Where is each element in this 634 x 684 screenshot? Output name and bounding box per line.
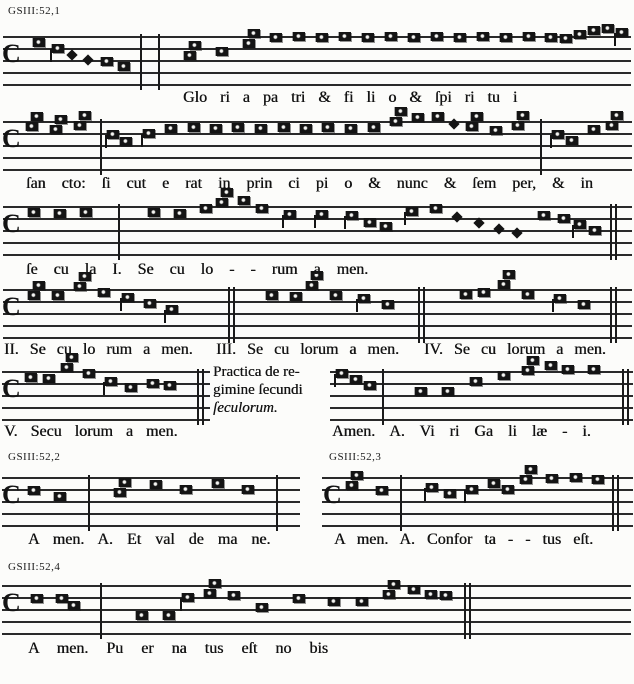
note-square (478, 288, 490, 297)
double-barline (617, 475, 619, 531)
note-square (498, 371, 510, 380)
note-square (498, 280, 510, 289)
note-square (471, 112, 483, 121)
note-square (488, 479, 500, 488)
staff-line (322, 525, 633, 527)
note-stem (344, 216, 346, 229)
note-square (150, 480, 162, 489)
note-square (256, 603, 268, 612)
note-stem (120, 298, 122, 311)
note-square (50, 125, 62, 134)
note-square (554, 294, 566, 303)
note-square (182, 593, 194, 602)
note-square (136, 611, 148, 620)
note-square (502, 485, 514, 494)
barline (276, 475, 278, 531)
note-square (566, 136, 578, 145)
double-barline (202, 369, 204, 425)
staff-line (2, 585, 631, 587)
note-square (120, 137, 132, 146)
note-square (408, 33, 420, 42)
note-square (395, 107, 407, 116)
note-stem (141, 134, 143, 147)
note-square (356, 597, 368, 606)
staff-line (3, 169, 632, 171)
staff-line (3, 254, 632, 256)
note-square (383, 590, 395, 599)
double-barline (197, 369, 199, 425)
double-barline (612, 475, 614, 531)
note-square (558, 214, 570, 223)
barline (118, 204, 120, 260)
lyric-line: III. Se cu lorum a men. (216, 341, 399, 358)
staff-line (3, 72, 631, 74)
note-square (54, 492, 66, 501)
note-diamond (451, 211, 462, 222)
note-stem (314, 215, 316, 228)
note-square (574, 220, 586, 229)
note-square (444, 489, 456, 498)
note-square (122, 293, 134, 302)
note-square (477, 32, 489, 41)
staff-line (330, 419, 633, 421)
note-square (538, 211, 550, 220)
note-square (33, 38, 45, 47)
lyric-line: A men. A. Et val de ma ne. (28, 531, 271, 548)
note-square (105, 377, 117, 386)
note-square (611, 111, 623, 120)
note-square (125, 383, 137, 392)
barline (88, 475, 90, 531)
note-square (432, 112, 444, 121)
note-stem (614, 33, 616, 46)
note-square (520, 475, 532, 484)
note-square (339, 32, 351, 41)
double-barline (233, 287, 235, 343)
rubric-text (213, 363, 303, 417)
note-square (425, 590, 437, 599)
note-square (362, 33, 374, 42)
note-square (200, 204, 212, 213)
note-stem (356, 299, 358, 312)
note-square (346, 211, 358, 220)
double-barline (610, 287, 612, 343)
note-square (368, 123, 380, 132)
lyric-line: V. Secu lorum a men. (4, 423, 178, 440)
note-square (545, 361, 557, 370)
staff-line (3, 48, 631, 50)
note-square (522, 290, 534, 299)
note-square (28, 208, 40, 217)
note-square (248, 29, 260, 38)
staff-line (3, 301, 632, 303)
staff-line (3, 60, 631, 62)
lyric-line: ſe cu la I. Se cu lo - - rum a men. (26, 261, 369, 278)
c-clef: C (2, 209, 21, 238)
note-square (74, 121, 86, 130)
note-square (592, 475, 604, 484)
siglum-label-2: GSIII:52,2 (8, 451, 61, 463)
note-square (119, 478, 131, 487)
note-square (412, 113, 424, 122)
note-square (114, 488, 126, 497)
double-barline (418, 287, 420, 343)
note-square (364, 381, 376, 390)
note-square (525, 465, 537, 474)
note-stem (334, 374, 336, 387)
note-stem (572, 225, 574, 238)
note-square (328, 597, 340, 606)
staff-line (2, 477, 300, 479)
note-square (322, 123, 334, 132)
note-square (336, 369, 348, 378)
note-square (574, 30, 586, 39)
note-square (616, 28, 628, 37)
staff-line (3, 230, 632, 232)
note-diamond (493, 223, 504, 234)
note-square (209, 579, 221, 588)
note-square (210, 124, 222, 133)
note-stem (180, 598, 182, 611)
note-square (188, 123, 200, 132)
staff-line (2, 395, 210, 397)
note-square (588, 26, 600, 35)
note-square (180, 485, 192, 494)
note-square (293, 594, 305, 603)
lyric-line: IV. Se cu lorum a men. (424, 341, 606, 358)
double-barline (615, 287, 617, 343)
staff-line (3, 84, 631, 86)
note-square (74, 282, 86, 291)
note-stem (404, 212, 406, 225)
note-square (148, 208, 160, 217)
note-square (316, 33, 328, 42)
note-square (466, 122, 478, 131)
note-square (163, 611, 175, 620)
note-square (242, 485, 254, 494)
lyric-line: Glo ri a pa tri & fi li o & ſpi ri tu i (183, 89, 518, 106)
note-square (278, 123, 290, 132)
note-stem (550, 135, 552, 148)
staff-line (322, 513, 633, 515)
note-square (330, 291, 342, 300)
staff-line (3, 206, 632, 208)
note-square (255, 124, 267, 133)
note-square (284, 210, 296, 219)
double-barline (228, 287, 230, 343)
note-square (388, 580, 400, 589)
c-clef: C (2, 588, 21, 617)
c-clef: C (2, 124, 21, 153)
note-square (470, 377, 482, 386)
note-stem (464, 490, 466, 503)
note-square (256, 204, 268, 213)
note-square (28, 291, 40, 300)
staff-line (2, 407, 210, 409)
note-stem (103, 382, 105, 395)
rubric-line: ſeculorum. (213, 400, 278, 416)
double-barline (615, 204, 617, 260)
note-square (517, 111, 529, 120)
note-square (380, 222, 392, 231)
staff-line (3, 121, 632, 123)
note-square (364, 218, 376, 227)
staff-line (2, 621, 631, 623)
note-square (466, 485, 478, 494)
note-square (216, 198, 228, 207)
note-square (562, 365, 574, 374)
note-square (228, 591, 240, 600)
note-square (415, 387, 427, 396)
barline (100, 583, 102, 639)
note-square (460, 290, 472, 299)
note-diamond (66, 49, 77, 60)
note-square (28, 486, 40, 495)
note-square (358, 294, 370, 303)
note-square (390, 117, 402, 126)
note-square (552, 130, 564, 139)
lyric-line: ſan cto: ſi cut e rat in prin ci pi o & nunc & ſem per, & in (26, 175, 593, 192)
staff-line (322, 477, 633, 479)
note-square (43, 374, 55, 383)
note-square (101, 57, 113, 66)
siglum-label-4: GSIII:52,4 (8, 561, 61, 573)
siglum-label-3: GSIII:52,3 (329, 451, 382, 463)
note-square (31, 112, 43, 121)
c-clef: C (2, 480, 21, 509)
note-square (31, 594, 43, 603)
staff-line (2, 633, 631, 635)
note-square (80, 208, 92, 217)
note-square (426, 483, 438, 492)
double-barline (423, 287, 425, 343)
staff-line (2, 419, 210, 421)
note-square (442, 387, 454, 396)
note-stem (282, 215, 284, 228)
staff-line (3, 157, 632, 159)
note-square (165, 124, 177, 133)
note-square (164, 381, 176, 390)
note-square (25, 373, 37, 382)
note-square (166, 305, 178, 314)
note-stem (50, 49, 52, 62)
note-square (490, 126, 502, 135)
staff-line (3, 242, 632, 244)
note-square (290, 292, 302, 301)
note-square (118, 62, 130, 71)
siglum-label-1: GSIII:52,1 (8, 5, 61, 17)
note-square (61, 363, 73, 372)
note-square (522, 366, 534, 375)
note-square (408, 585, 420, 594)
barline (540, 119, 542, 175)
barline (140, 34, 142, 90)
note-square (238, 196, 250, 205)
staff-line (3, 337, 632, 339)
note-square (578, 300, 590, 309)
barline (100, 119, 102, 175)
note-square (293, 32, 305, 41)
barline (400, 475, 402, 531)
note-square (546, 474, 558, 483)
note-square (212, 479, 224, 488)
note-square (431, 32, 443, 41)
lyric-line: A men. Pu er na tus eſt no bis (28, 640, 328, 657)
note-square (406, 207, 418, 216)
note-square (147, 379, 159, 388)
note-square (216, 47, 228, 56)
note-stem (105, 135, 107, 148)
note-square (52, 44, 64, 53)
note-square (430, 204, 442, 213)
note-stem (552, 299, 554, 312)
note-square (54, 209, 66, 218)
note-square (440, 591, 452, 600)
staff-line (2, 525, 300, 527)
note-square (385, 32, 397, 41)
note-square (144, 299, 156, 308)
note-square (107, 130, 119, 139)
c-clef: C (2, 292, 21, 321)
double-barline (464, 583, 466, 639)
note-square (376, 486, 388, 495)
staff-line (3, 145, 632, 147)
barline (158, 34, 160, 90)
note-square (55, 115, 67, 124)
note-square (454, 33, 466, 42)
note-square (503, 270, 515, 279)
lyric-line: A men. A. Confor ta - - tus eſt. (334, 531, 594, 548)
staff-line (2, 501, 300, 503)
note-square (346, 481, 358, 490)
staff-line (2, 513, 300, 515)
note-square (79, 111, 91, 120)
note-square (174, 209, 186, 218)
note-square (189, 41, 201, 50)
note-square (232, 123, 244, 132)
staff-line (3, 313, 632, 315)
note-square (588, 365, 600, 374)
rubric-line: gimine ſecundi (213, 382, 303, 398)
note-square (266, 291, 278, 300)
double-barline (469, 583, 471, 639)
note-square (512, 121, 524, 130)
note-square (33, 281, 45, 290)
note-square (83, 369, 95, 378)
note-stem (424, 488, 426, 501)
staff-line (322, 501, 633, 503)
note-square (270, 33, 282, 42)
note-square (300, 124, 312, 133)
note-square (560, 34, 572, 43)
staff-line (3, 325, 632, 327)
note-square (26, 122, 38, 131)
double-barline (610, 204, 612, 260)
note-square (316, 210, 328, 219)
note-square (184, 51, 196, 60)
note-square (56, 594, 68, 603)
staff-line (2, 489, 300, 491)
note-square (143, 129, 155, 138)
note-square (98, 288, 110, 297)
c-clef: C (2, 39, 21, 68)
barline (382, 369, 384, 425)
note-square (243, 39, 255, 48)
note-square (570, 473, 582, 482)
staff-line (2, 597, 631, 599)
note-stem (164, 310, 166, 323)
note-square (306, 281, 318, 290)
lyric-line: Amen. A. Vi ri Ga li læ - i. (332, 423, 591, 440)
staff-line (330, 395, 633, 397)
staff-line (2, 609, 631, 611)
note-square (588, 125, 600, 134)
note-square (382, 300, 394, 309)
note-square (602, 24, 614, 33)
note-square (52, 291, 64, 300)
staff-line (3, 133, 632, 135)
note-square (351, 471, 363, 480)
c-clef: C (323, 480, 342, 509)
note-square (500, 33, 512, 42)
c-clef: C (2, 374, 21, 403)
note-diamond (82, 54, 93, 65)
note-square (204, 589, 216, 598)
note-square (350, 375, 362, 384)
note-square (606, 121, 618, 130)
note-square (345, 124, 357, 133)
double-barline (627, 369, 629, 425)
note-square (523, 32, 535, 41)
double-barline (622, 369, 624, 425)
note-square (589, 226, 601, 235)
note-square (68, 601, 80, 610)
lyric-line: II. Se cu lo rum a men. (4, 341, 193, 358)
rubric-line: Practica de re- (213, 364, 300, 380)
staff-line (330, 407, 633, 409)
note-square (545, 33, 557, 42)
